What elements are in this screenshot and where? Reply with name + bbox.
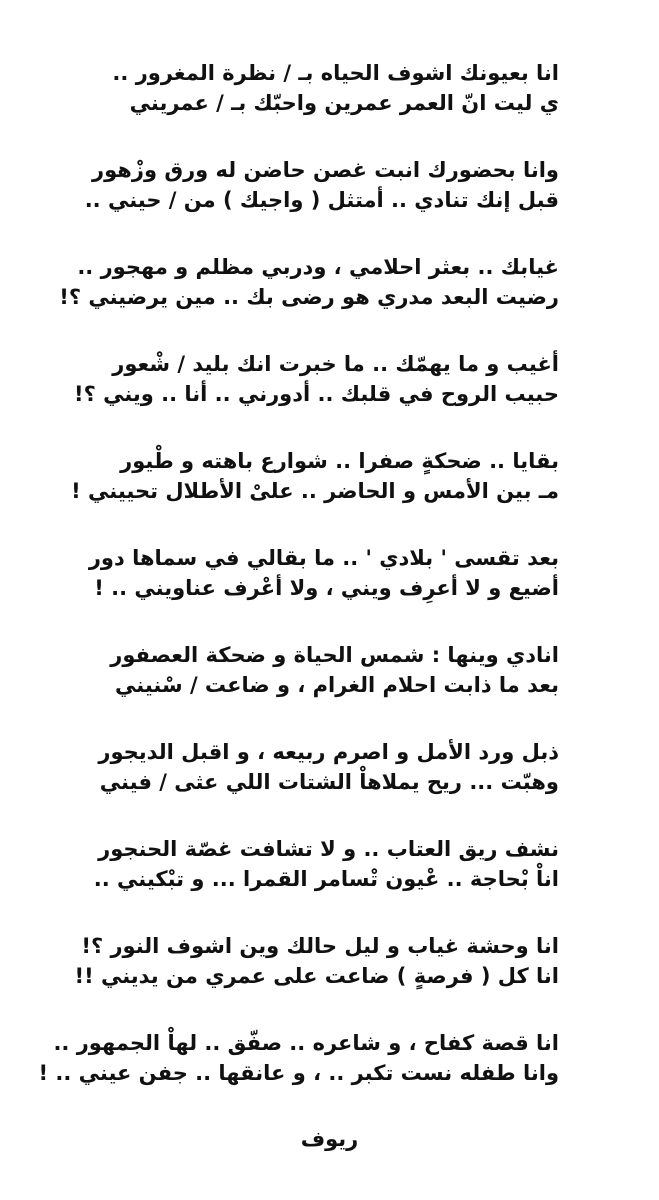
poem-line: أغيب و ما يهمّك .. ما خبرت انك بليد / شْعور — [112, 352, 559, 376]
poem-line: بعد ما ذابت احلام الغرام ، و ضاعت / سْنيني — [115, 673, 559, 697]
poem-line: وهبّت ... ريح يملاهاْ الشتات اللي عثى / فيني — [99, 770, 559, 794]
stanza-1 — [0, 58, 659, 155]
poem-line: انا وحشة غياب و ليل حالك وين اشوف النور ؟! — [81, 934, 559, 958]
poem — [0, 58, 659, 1125]
poem-line: اناْ بْحاجة .. عْيون تْسامر القمرا ... و تبْكيني .. — [93, 867, 559, 891]
poem-line: وانا بحضورك انبت غصن حاضن له ورق وزْهور — [92, 158, 559, 182]
poem-line: وانا طفله نست تكبر .. ، و عانقها .. جفن عيني .. ! — [38, 1061, 559, 1085]
stanza-2 — [0, 155, 659, 252]
stanza-8 — [0, 737, 659, 834]
poem-line: انادي وينها : شمس الحياة و ضحكة العصفور — [110, 643, 559, 667]
stanza-9 — [0, 834, 659, 931]
stanza-4 — [0, 349, 659, 446]
poem-line: انا بعيونك اشوف الحياه بـ / نظرة المغرور .. — [112, 61, 559, 85]
poem-line: قبل إنك تنادي .. أمتثل ( واجيك ) من / حيني .. — [84, 188, 559, 212]
poem-line: رضيت البعد مدري هو رضى بك .. مين يرضيني ؟! — [59, 285, 559, 309]
poem-line: غيابك .. بعثر احلامي ، ودربي مظلم و مهجور .. — [77, 255, 559, 279]
poem-line: ي ليت انّ العمر عمرين واحبّك بـ / عمريني — [129, 91, 559, 115]
author-signature: ريوف — [300, 1127, 359, 1151]
poem-line: مـ بين الأمس و الحاضر .. علىْ الأطلال تحييني ! — [71, 479, 559, 503]
stanza-5 — [0, 446, 659, 543]
poem-line: حبيب الروح في قلبك .. أدورني .. أنا .. ويني ؟! — [74, 382, 559, 406]
stanza-6 — [0, 543, 659, 640]
stanza-11 — [0, 1028, 659, 1125]
stanza-3 — [0, 252, 659, 349]
poem-line: انا كل ( فرصةٍ ) ضاعت على عمري من يديني !! — [74, 964, 559, 988]
poem-line: نشف ريق العتاب .. و لا تشافت غصّة الحنجور — [98, 837, 559, 861]
poem-line: ذبل ورد الأمل و اصرم ربيعه ، و اقبل الديجور — [98, 740, 559, 764]
poem-line: بقايا .. ضحكةٍ صفرا .. شوارع باهته و طْيور — [120, 449, 559, 473]
stanza-7 — [0, 640, 659, 737]
poem-line: انا قصة كفاح ، و شاعره .. صفّق .. لهاْ الجمهور .. — [53, 1031, 559, 1055]
poem-line: أضيع و لا أعرِف ويني ، ولا أعْرف عناويني .. ! — [94, 576, 559, 600]
stanza-10 — [0, 931, 659, 1028]
poem-line: بعد تقسى ' بلادي ' .. ما بقالي في سماها دور — [88, 546, 559, 570]
